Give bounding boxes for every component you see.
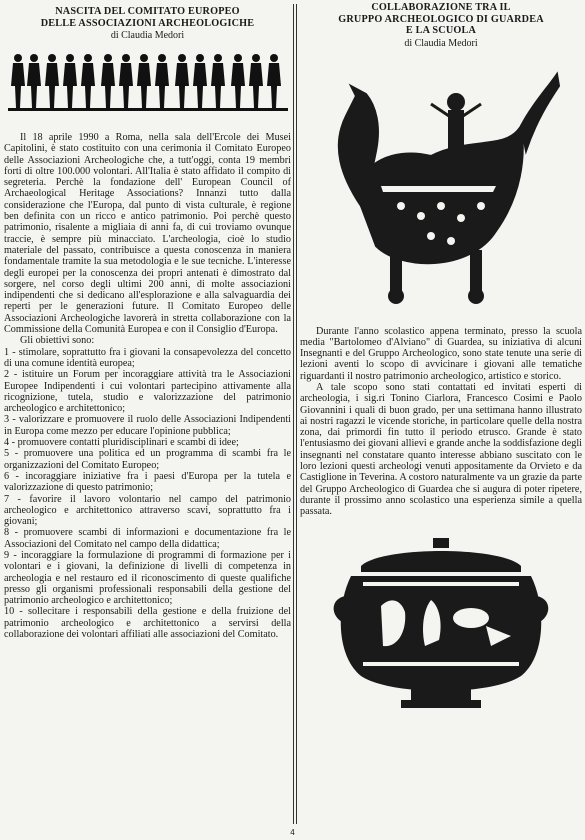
left-paragraph: Il 18 aprile 1990 a Roma, nella sala dell'Ercole dei Musei Capitolini, è stato costituito con una cerimonia il Comitato Europeo delle Associazioni Archeologiche che, a tutt'oggi, conta 19 membri forti di oltre 100.000 volontari. All'Italia è stato affidato il compito di segreteria. Perchè la fondazione dell' European Council of Archaeological Heritage Associations? Innanzi tutto dalla considerazione che l'Europa, dal punto di vista culturale, è regione ben definita con un ricco e antico patrimonio. Poi perchè questo patrimonio, risalente a migliaia di anni fa, di cui troviamo ovunque traccie, è sempre più minacciato. L'archeologia, cioè lo studio materiale del passato, contribuisce a questa conoscenza in maniera fondamentale tramite la sua metodologia e le sue tecniche. L'interesse degli europei per la conoscenza dei propri antenati è dimostrato dal sorgere, nel corso degli ultimi 200 anni, di molte associazioni indipendenti che si dedicano all'esplorazione e alla salvaguardia dei reperti per le generazioni future. Il Comitato Europeo delle Associazioni Archeologiche lavorerà in stretta collaborazione con la Commissione della Comunità Europea e con il Consiglio d'Europa. [4, 132, 291, 336]
left-title-line: DELLE ASSOCIAZIONI ARCHEOLOGICHE [40, 17, 255, 29]
objective-item: 1 - stimolare, soprattutto fra i giovani la consapevolezza del concetto di una comune identità europea; [4, 346, 291, 369]
left-body [4, 132, 291, 640]
column-divider [293, 4, 294, 824]
right-title [300, 2, 582, 37]
etruscan-lidded-vase-illustration [321, 536, 561, 726]
left-byline: di Claudia Medori [110, 30, 185, 41]
frieze-figures-illustration [8, 48, 288, 126]
objective-item: 9 - incoraggiare la formulazione di programmi di formazione per i volontari e i giovani, la definizione di livelli di competenza in archeologia e nel restauro ed il riconoscimento di queste qualifiche presso gli organismi professionali responsabili della gestione del patrimonio archeologico e architettonico; [4, 549, 291, 607]
objective-item: 7 - favorire il lavoro volontario nel campo del patrimonio archeologico e architettonico attraverso scavi, soprattutto fra i giovani; [4, 493, 291, 528]
objective-item: 10 - sollecitare i responsabili della gestione e della fruizione del patrimonio archeologico e architettonico a servirsi della collaborazione dei volontari affiliati alle associazioni del Comitato. [4, 606, 291, 641]
right-column [300, 0, 582, 726]
objective-item: 3 - valorizzare e promuovere il ruolo delle Associazioni Indipendenti in Europa come mezzo per educare l'opinione pubblica; [4, 414, 291, 437]
page-number: 4 [290, 828, 295, 837]
column-divider [296, 4, 297, 824]
objective-item: 5 - promuovere una politica ed un programma di scambi fra le organizzazioni del Comitato Europeo; [4, 448, 291, 471]
right-title-line: COLLABORAZIONE TRA IL [371, 2, 511, 13]
right-title-line: E LA SCUOLA [405, 25, 477, 36]
left-title [4, 6, 291, 29]
right-byline: di Claudia Medori [404, 37, 478, 49]
left-column [4, 0, 291, 640]
objective-item: 8 - promuovere scambi di informazioni e documentazione fra le Associazioni del Comitato nel campo della didattica; [4, 527, 291, 550]
right-title-line: GRUPPO ARCHEOLOGICO DI GUARDEA [338, 13, 544, 25]
askos-vessel-illustration [321, 56, 561, 318]
objective-item: 2 - istituire un Forum per incoraggiare attività tra le Associazioni Europee Indipendenti i cui volontari partecipino attivamente alla ricognizione, tutela, studio e valorizzazione del patrimonio archeologico e architettonico; [4, 369, 291, 415]
left-title-line: NASCITA DEL COMITATO EUROPEO [55, 6, 240, 17]
objective-item: 6 - incoraggiare iniziative fra i paesi d'Europa per la tutela e valorizzazione di questo patrimonio; [4, 470, 291, 494]
objective-item: 4 - promuovere contatti pluridisciplinari e scambi di idee; [4, 437, 239, 449]
left-paragraph: Gli obiettivi sono: [20, 335, 95, 347]
right-body [300, 326, 582, 518]
right-paragraph: A tale scopo sono stati contattati ed invitati esperti di archeologia, i sig.ri Tonino Ciarlora, Francesco Cosimi e Paolo Giovannini i quali di buon grado, per una settimana hanno illustrato ai nostri ragazzi le vicende storiche, in particolare quelle della nostra zona, dai primordi fin tutto il periodo etrusco. Grande è stato l'entusiasmo dei giovani allievi e grande anche la soddisfazione degli insegnanti nel constatare quanto interesse abbiano suscitato con le loro lezioni questi archeologi venuti appositamente da Orvieto e da Castiglione in Teverina. A costoro naturalmente va un grazie da parte del Gruppo Archeologico di Guardea che si augura di poter ripetere, durante il prossimo anno scolastico una esperienza simile a quella passata. [300, 381, 582, 518]
right-paragraph: Durante l'anno scolastico appena terminato, presso la scuola media "Bartolomeo d'Alviano" di Guardea, su iniziativa di alcuni Insegnanti e del Gruppo Archeologico, sono state tenute una serie di lezioni aventi lo scopo di avvicinare i giovani alle tematiche riguardanti il nostro patrimonio archeologico, artistico e storico. [300, 325, 582, 382]
